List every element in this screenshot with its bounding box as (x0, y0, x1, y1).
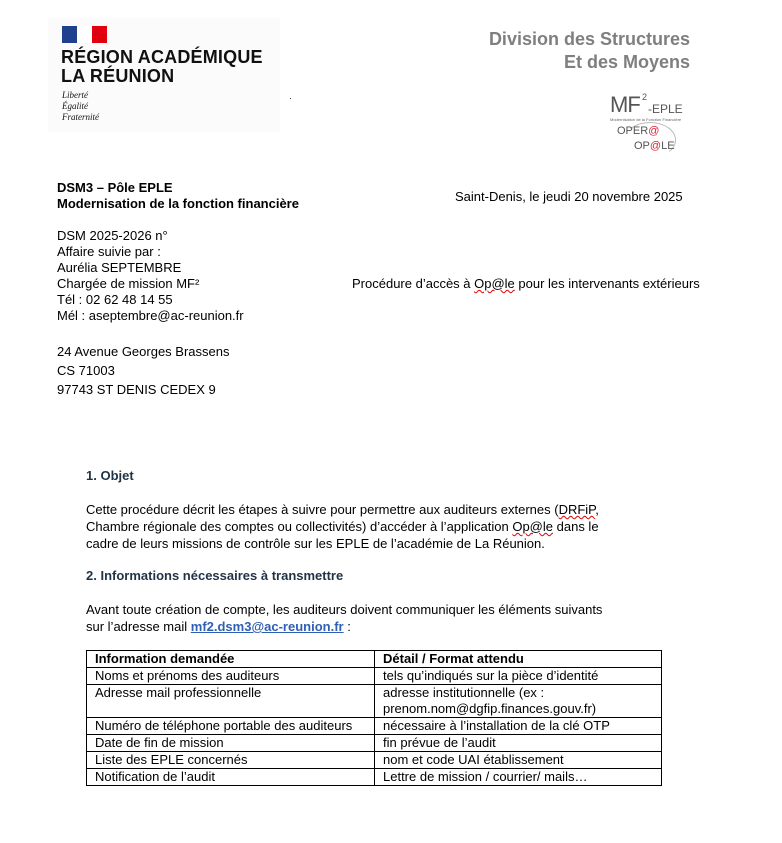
logo-eple: -EPLE (648, 102, 683, 116)
place-date: Saint-Denis, le jeudi 20 novembre 2025 (455, 189, 683, 204)
table-header: Information demandée (87, 651, 375, 668)
contact-name: Aurélia SEPTEMBRE (57, 260, 182, 275)
table-cell: Date de fin de mission (87, 735, 375, 752)
section1-line2: Chambre régionale des comptes ou collectivités) d’accéder à l’application Op@le dans le (86, 519, 599, 534)
logo-mf: MF (610, 92, 640, 117)
contact-email: Mél : aseptembre@ac-reunion.fr (57, 308, 244, 323)
section1-line1: Cette procédure décrit les étapes à suivre pour permettre aux auditeurs externes (DRFiP, (86, 502, 599, 517)
section1-title: 1. Objet (86, 468, 134, 483)
table-row (87, 752, 662, 769)
table-cell: nécessaire à l’installation de la clé OTP (375, 718, 662, 735)
table-cell: Noms et prénoms des auditeurs (87, 668, 375, 685)
contact-phone: Tél : 02 62 48 14 55 (57, 292, 173, 307)
stray-dot (290, 98, 291, 99)
table-cell: Adresse mail professionnelle (87, 685, 375, 718)
table-cell: nom et code UAI établissement (375, 752, 662, 769)
division-line2: Et des Moyens (563, 52, 690, 72)
service-name (57, 180, 299, 212)
table-header-row (87, 651, 662, 668)
table-row (87, 685, 662, 718)
postal-address (57, 342, 230, 399)
french-flag-logo (62, 26, 107, 43)
address-cs: CS 71003 (57, 363, 115, 378)
contact-email-link[interactable]: mf2.dsm3@ac-reunion.fr (190, 619, 344, 634)
table-cell: Liste des EPLE concernés (87, 752, 375, 769)
section2-body (86, 601, 706, 635)
info-table (86, 650, 662, 786)
division-line1: Division des Structures (488, 29, 690, 49)
table-header: Détail / Format attendu (375, 651, 662, 668)
table-cell: fin prévue de l’audit (375, 735, 662, 752)
table-cell: Lettre de mission / courrier/ mails… (375, 769, 662, 786)
contact-block (57, 228, 244, 324)
logo-tagline: Modernisation de la Fonction Financière (610, 117, 682, 122)
table-row (87, 735, 662, 752)
service-subline: Modernisation de la fonction financière (57, 196, 299, 211)
division-title (489, 28, 690, 74)
section1-line3: cadre de leurs missions de contrôle sur les EPLE de l’académie de La Réunion. (86, 536, 545, 551)
address-street: 24 Avenue Georges Brassens (57, 344, 230, 359)
section1-body (86, 501, 706, 552)
table-cell: Numéro de téléphone portable des auditeurs (87, 718, 375, 735)
logo-opale: OP@LE (634, 140, 675, 152)
region-line2: LA RÉUNION (61, 66, 175, 86)
table-cell: tels qu’indiqués sur la pièce d’identité (375, 668, 662, 685)
section2-title: 2. Informations nécessaires à transmettre (86, 568, 344, 583)
motto-egalite: Égalité (62, 101, 88, 111)
table-cell: Notification de l’audit (87, 769, 375, 786)
service-line: DSM3 – Pôle EPLE (57, 180, 173, 195)
address-city: 97743 ST DENIS CEDEX 9 (57, 382, 216, 397)
contact-role: Chargée de mission MF² (57, 276, 200, 291)
reference: DSM 2025-2026 n° (57, 228, 168, 243)
table-cell: adresse institutionnelle (ex : prenom.nom@dgfip.finances.gouv.fr) (375, 685, 662, 718)
mf2-eple-logo (606, 92, 690, 158)
region-title (61, 48, 263, 86)
motto-liberte: Liberté (62, 90, 88, 100)
section2-line2: sur l’adresse mail mf2.dsm3@ac-reunion.fr : (86, 619, 351, 634)
logo-opera: OPER@ (617, 125, 660, 137)
table-row (87, 668, 662, 685)
section2-line1: Avant toute création de compte, les auditeurs doivent communiquer les éléments suivants (86, 602, 603, 617)
logo-sup: 2 (642, 92, 648, 102)
region-line1: RÉGION ACADÉMIQUE (61, 47, 263, 67)
motto-fraternite: Fraternité (62, 112, 99, 122)
subject-line: Procédure d’accès à Op@le pour les intervenants extérieurs (352, 276, 700, 291)
motto (62, 90, 99, 123)
table-row (87, 718, 662, 735)
affaire-label: Affaire suivie par : (57, 244, 161, 259)
table-row (87, 769, 662, 786)
